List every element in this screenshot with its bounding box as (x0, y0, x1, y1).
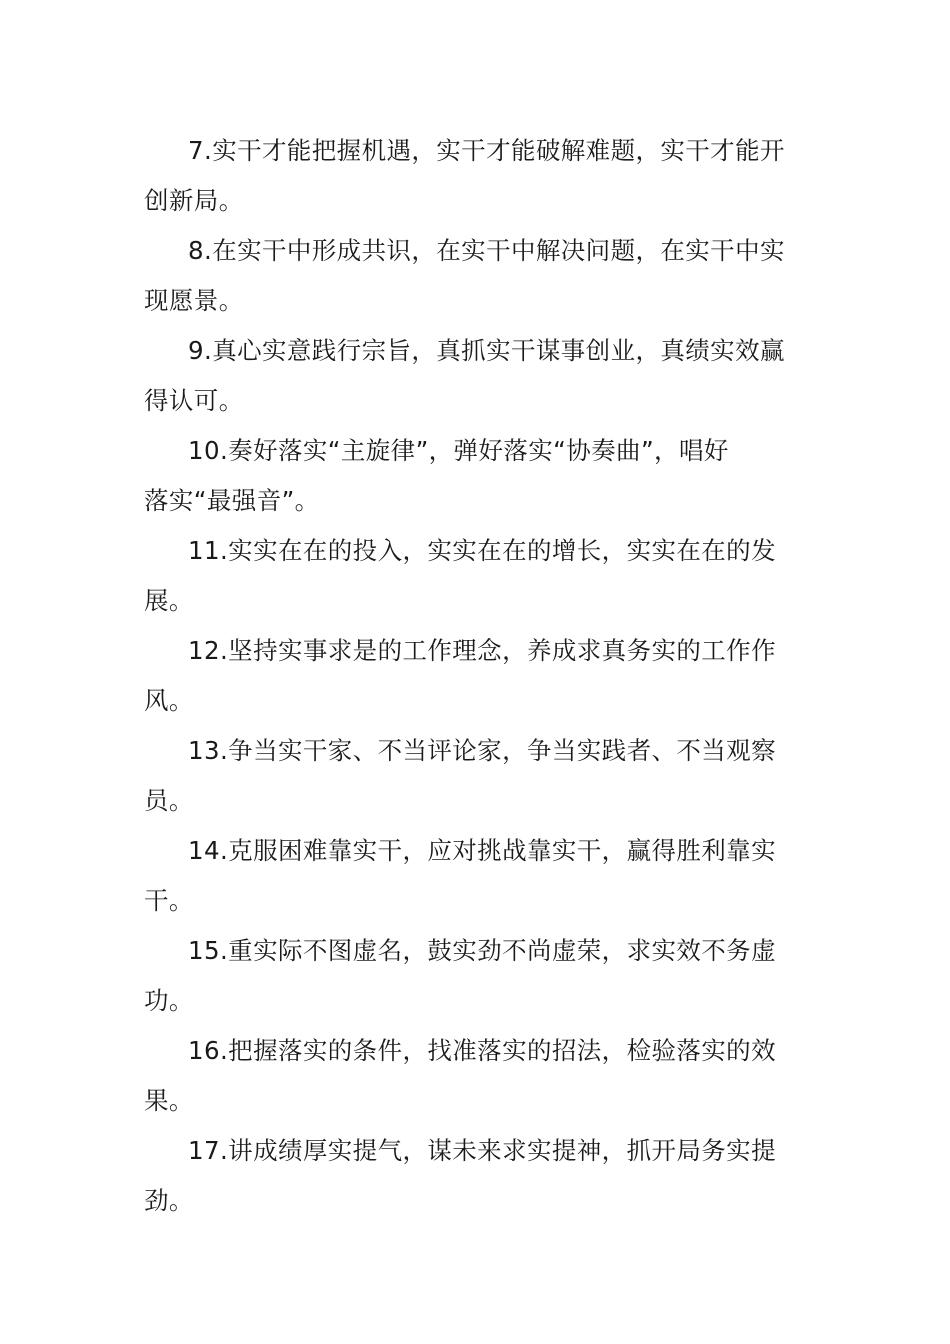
item-text-continued: 落实“最强音”。 (144, 486, 320, 515)
item-text-continued: 展。 (144, 586, 194, 615)
item-text-continued: 员。 (144, 786, 194, 815)
item-text: 奏好落实“主旋律”，弹好落实“协奏曲”，唱好 (228, 436, 729, 465)
item-text-continued: 果。 (144, 1086, 194, 1115)
item-number: 14. (188, 836, 229, 865)
item-text-continued: 得认可。 (144, 386, 244, 415)
item-number: 13. (188, 736, 229, 765)
item-number: 11. (188, 536, 229, 565)
list-item (144, 626, 808, 726)
item-text: 把握落实的条件，找准落实的招法，检验落实的效 (228, 1036, 776, 1065)
item-text: 克服困难靠实干，应对挑战靠实干，赢得胜利靠实 (228, 836, 776, 865)
item-text: 实干才能把握机遇，实干才能破解难题，实干才能开 (212, 136, 785, 165)
item-number: 16. (188, 1036, 229, 1065)
item-number: 12. (188, 636, 229, 665)
list-item (144, 426, 808, 526)
document-body (144, 126, 808, 1226)
item-text: 重实际不图虚名，鼓实劲不尚虚荣，求实效不务虚 (228, 936, 776, 965)
list-item (144, 226, 808, 326)
item-text-continued: 创新局。 (144, 186, 244, 215)
item-number: 9. (188, 336, 213, 365)
item-text-continued: 风。 (144, 686, 194, 715)
list-item (144, 726, 808, 826)
item-text: 坚持实事求是的工作理念，养成求真务实的工作作 (228, 636, 776, 665)
item-text-continued: 功。 (144, 986, 194, 1015)
item-number: 10. (188, 436, 229, 465)
item-number: 7. (188, 136, 213, 165)
list-item (144, 126, 808, 226)
item-number: 15. (188, 936, 229, 965)
item-text-continued: 现愿景。 (144, 286, 244, 315)
item-text-continued: 劲。 (144, 1186, 194, 1215)
item-number: 17. (188, 1136, 229, 1165)
list-item (144, 526, 808, 626)
item-text: 实实在在的投入，实实在在的增长，实实在在的发 (228, 536, 776, 565)
list-item (144, 826, 808, 926)
item-text: 真心实意践行宗旨，真抓实干谋事创业，真绩实效赢 (212, 336, 785, 365)
list-item (144, 326, 808, 426)
item-text: 争当实干家、不当评论家，争当实践者、不当观察 (228, 736, 776, 765)
item-text-continued: 干。 (144, 886, 194, 915)
list-item (144, 1126, 808, 1226)
list-item (144, 1026, 808, 1126)
item-text: 讲成绩厚实提气，谋未来求实提神，抓开局务实提 (228, 1136, 776, 1165)
item-text: 在实干中形成共识，在实干中解决问题，在实干中实 (212, 236, 785, 265)
item-number: 8. (188, 236, 213, 265)
list-item (144, 926, 808, 1026)
